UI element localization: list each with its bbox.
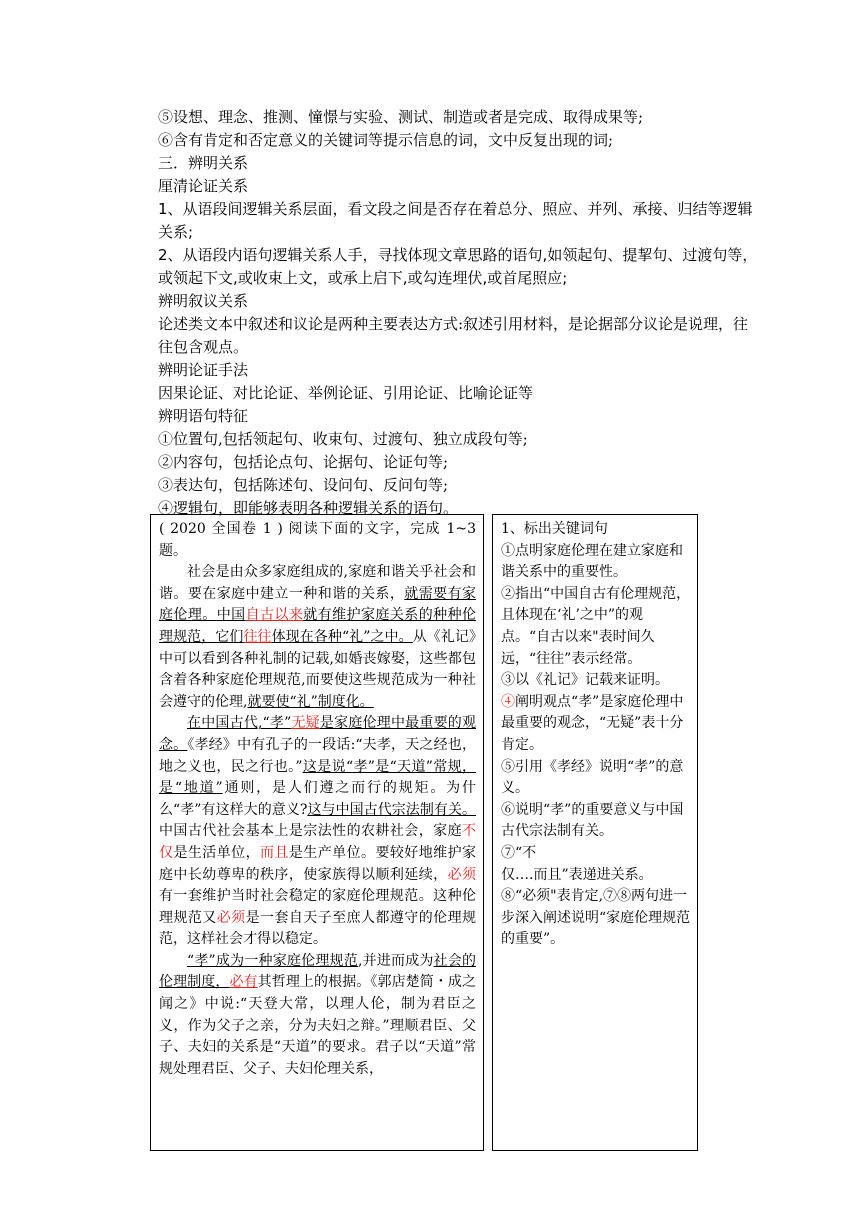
note-4-text: 阐明观点“孝”是家庭伦理中最重要的观念，“无疑”表十分肯定。 <box>501 693 684 753</box>
intro-line-6: ⑥含有肯定和否定意义的关键词等提示信息的词，文中反复出现的词; <box>158 131 614 149</box>
passage-segment: 其哲理上的根据。《郭店楚简・成之闻之》中说:“天登大常，以理人伦，制为君臣之义，作为父子之亲，分为夫妇之辩。”理顺君臣、父子、夫妇的关系是“天道”的要求。君子以“天道”常规处理君臣、父子、夫妇伦理关系， <box>159 974 477 1077</box>
passage-segment: 必有 <box>229 974 258 991</box>
section-heading-3: 三．辨明关系 <box>158 154 249 172</box>
heading-argument-relation: 厘清论证关系 <box>158 177 249 195</box>
passage-segment: 是家庭伦理中最重要的观念。 <box>159 715 477 753</box>
passage-paragraph-3 <box>159 951 476 1081</box>
passage-segment: 有一套维护当时社会稳定的家庭伦理规范。这种伦理规范又 <box>159 888 476 926</box>
passage-header: ( 2020 全国卷 1 ) 阅读下面的文字，完成 1~3 题。 <box>159 521 476 559</box>
feature-1: ①位置句,包括领起句、收束句、过渡句、独立成段句等; <box>158 430 528 448</box>
passage-segment: 体现在各种“礼”之中。 <box>271 628 413 645</box>
passage-segment: 就要使“礼”制度化。 <box>247 693 374 710</box>
passage-segment: 就需要有家庭伦理。 <box>159 585 477 624</box>
passage-segment: 《孝经》中有孔子的一段话:“夫孝，天之经也，地之义也，民之行也。” <box>159 736 476 775</box>
passage-paragraph-2 <box>159 713 476 951</box>
annotation-notes <box>501 519 691 951</box>
passage-segment: 是一套自天子至庶人都遵守的伦理规范，这样社会才得以稳定。 <box>159 909 477 948</box>
passage-segment: 这与中国古代宗法制有关。 <box>307 801 477 818</box>
paragraph-2: 2、从语段内语句逻辑关系人手，寻找体现文章思路的语句,如领起句、提挈句、过渡句等，或领起下文,或收束上文，或承上启下,或勾连埋伏,或首尾照应; <box>158 246 758 287</box>
heading-sentence-features: 辨明语句特征 <box>158 407 249 425</box>
note-5: ⑤引用《孝经》说明“孝”的意义。 <box>501 758 684 797</box>
passage-segment: 无疑 <box>291 715 320 732</box>
feature-2: ②内容句，包括论点句、论据句、论证句等; <box>158 453 449 471</box>
passage-segment: ,并进而成为 <box>357 952 434 969</box>
note-7a: ⑦“不 <box>501 844 537 861</box>
feature-3: ③表达句，包括陈述句、设问句、反问句等; <box>158 476 449 494</box>
passage-segment: 在中国古代,“孝” <box>187 715 292 732</box>
intro-section <box>158 106 758 520</box>
paragraph-3: 论述类文本中叙述和议论是两种主要表达方式:叙述引用材料，是论据部分议论是说理，往往包含观点。 <box>158 315 749 356</box>
intro-line-5: ⑤设想、理念、推测、憧憬与实验、测试、制造或者是完成、取得成果等; <box>158 108 644 126</box>
annotation-box <box>492 514 698 1151</box>
passage-segment: 是生产单位。要较好地维护家庭中长幼尊卑的秩序，使家族得以顺利延续， <box>159 844 477 883</box>
passage-segment: 中国古代社会基本上是宗法性的农耕社会，家庭 <box>159 823 462 840</box>
paragraph-1: 1、从语段间逻辑关系层面，看文段之间是否存在着总分、照应、并列、承接、归结等逻辑关系; <box>158 200 753 241</box>
passage-segment: 中国 <box>216 607 246 624</box>
paragraph-4: 因果论证、对比论证、举例论证、引用论证、比喻论证等 <box>158 384 534 402</box>
passage-segment: 就有维护家庭关系的种种伦理规范，它们 <box>159 607 477 645</box>
reading-passage-box <box>150 514 484 1151</box>
passage-segment: 必须 <box>216 909 246 926</box>
note-7b: 仅….而且”表递进关系。 <box>501 866 653 883</box>
note-4 <box>501 692 691 757</box>
note-1: ①点明家庭伦理在建立家庭和谐关系中的重要性。 <box>501 542 683 581</box>
passage-segment: 自古以来 <box>245 607 304 624</box>
passage-paragraph-1 <box>159 562 476 713</box>
passage-segment: 往往 <box>243 628 272 645</box>
note-6: ⑥说明“孝”的重要意义与中国古代宗法制有关。 <box>501 801 684 840</box>
heading-argument-methods: 辨明论证手法 <box>158 361 249 379</box>
notes-title: 1、标出关键词句 <box>501 521 608 537</box>
feature-4: ④逻辑句，即能够表明各种逻辑关系的语句。 <box>158 499 459 517</box>
passage-segment: 这是说“孝”是“天道”常规，是“地道” <box>159 758 476 797</box>
heading-narrative-relation: 辨明叙议关系 <box>158 292 249 310</box>
note-3: ③以《礼记》记载来证明。 <box>501 672 669 689</box>
passage-segment: 必须 <box>447 866 477 883</box>
passage-segment: “孝”成为一种家庭伦理规范 <box>187 952 358 969</box>
passage-segment: 社会是由众多家庭组成的,家庭和谐关乎社会和谐。要在家庭中建立一种和谐的关系， <box>159 564 476 602</box>
passage-segment: 社会的伦理制度， <box>159 952 476 991</box>
reading-passage <box>159 519 476 1080</box>
note-2: ②指出“中国自古有伦理规范，且体现在‘礼’之中”的观点。“自古以来"表时间久远，“往往”表示经常。 <box>501 585 691 667</box>
passage-segment: 而且 <box>260 844 289 861</box>
passage-segment: 从《礼记》中可以看到各种礼制的记载,如婚丧嫁娶，这些都包含着各种家庭伦理规范,而要使这些规范成为一种社会遵守的伦理, <box>159 628 477 710</box>
passage-segment: 不仅 <box>159 823 476 861</box>
passage-segment: 是生活单位， <box>173 844 261 861</box>
note-8: ⑧“必须"表肯定,⑦⑧两句进一步深入阐述说明“家庭伦理规范的重要”。 <box>501 888 691 948</box>
passage-segment: 通则，是人们遵之而行的规矩。为什么“孝”有这样大的意义? <box>159 780 476 818</box>
note-4-number: ④ <box>501 693 515 710</box>
